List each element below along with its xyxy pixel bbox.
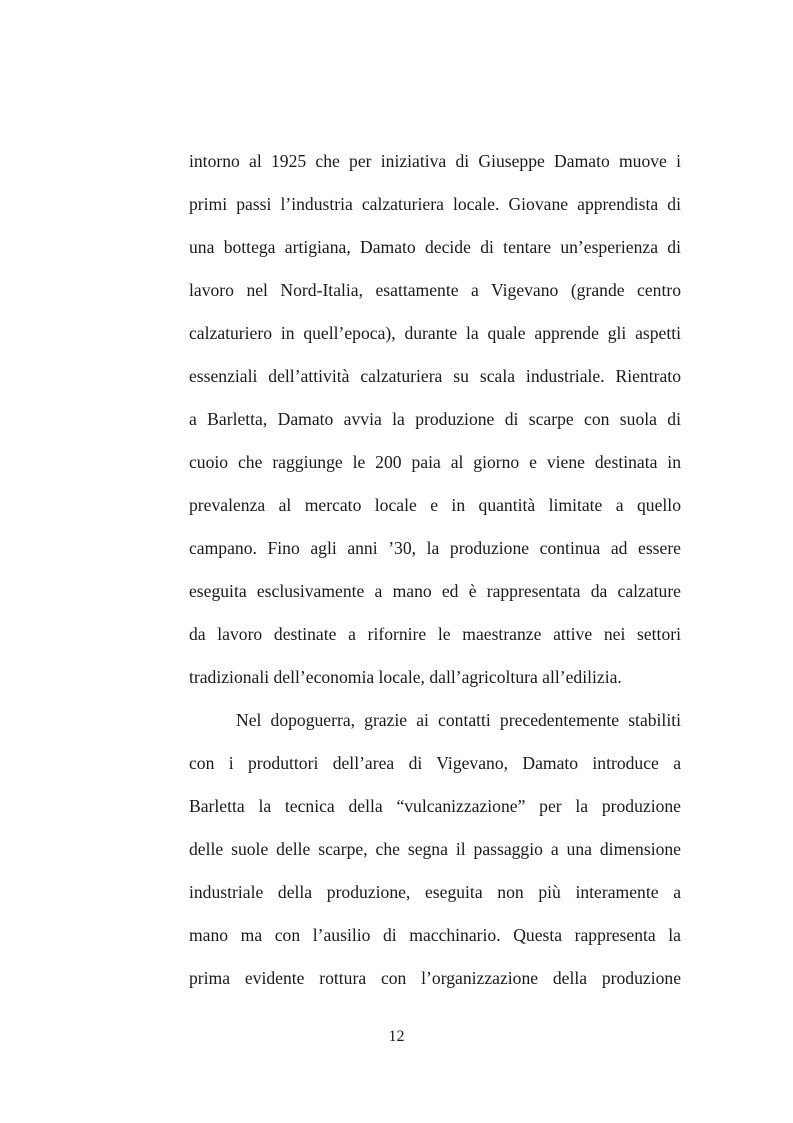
paragraph-1-line-6: essenziali dell’attività calzaturiera su scala industriale. Rientrato — [189, 366, 681, 386]
paragraph-1-line-4: lavoro nel Nord-Italia, esattamente a Vigevano (grande centro — [189, 280, 681, 300]
paragraph-1-line-7: a Barletta, Damato avvia la produzione di scarpe con suola di — [189, 409, 681, 429]
paragraph-1-line-3: una bottega artigiana, Damato decide di tentare un’esperienza di — [189, 237, 681, 257]
paragraph-2-line-5: industriale della produzione, eseguita non più interamente a — [189, 882, 681, 902]
paragraph-1-line-5: calzaturiero in quell’epoca), durante la quale apprende gli aspetti — [189, 323, 681, 343]
paragraph-2-line-4: delle suole delle scarpe, che segna il passaggio a una dimensione — [189, 839, 681, 859]
paragraph-1-line-12: da lavoro destinate a rifornire le maestranze attive nei settori — [189, 624, 681, 644]
paragraph-2-line-1: Nel dopoguerra, grazie ai contatti precedentemente stabiliti — [236, 710, 681, 730]
paragraph-2-line-3: Barletta la tecnica della “vulcanizzazione” per la produzione — [189, 796, 681, 816]
paragraph-2-line-2: con i produttori dell’area di Vigevano, Damato introduce a — [189, 753, 681, 773]
paragraph-2-line-6: mano ma con l’ausilio di macchinario. Questa rappresenta la — [189, 925, 681, 945]
paragraph-1-line-10: campano. Fino agli anni ’30, la produzione continua ad essere — [189, 538, 681, 558]
paragraph-1-line-2: primi passi l’industria calzaturiera locale. Giovane apprendista di — [189, 194, 681, 214]
page-number: 12 — [388, 1028, 405, 1045]
paragraph-1-line-11: eseguita esclusivamente a mano ed è rappresentata da calzature — [189, 581, 681, 601]
paragraph-1-line-8: cuoio che raggiunge le 200 paia al giorno e viene destinata in — [189, 452, 681, 472]
paragraph-1-line-13: tradizionali dell’economia locale, dall’agricoltura all’edilizia. — [189, 667, 622, 687]
paragraph-1-line-1: intorno al 1925 che per iniziativa di Giuseppe Damato muove i — [189, 151, 681, 171]
paragraph-1-line-9: prevalenza al mercato locale e in quantità limitate a quello — [189, 495, 681, 515]
paragraph-2-line-7: prima evidente rottura con l’organizzazione della produzione — [189, 968, 681, 988]
